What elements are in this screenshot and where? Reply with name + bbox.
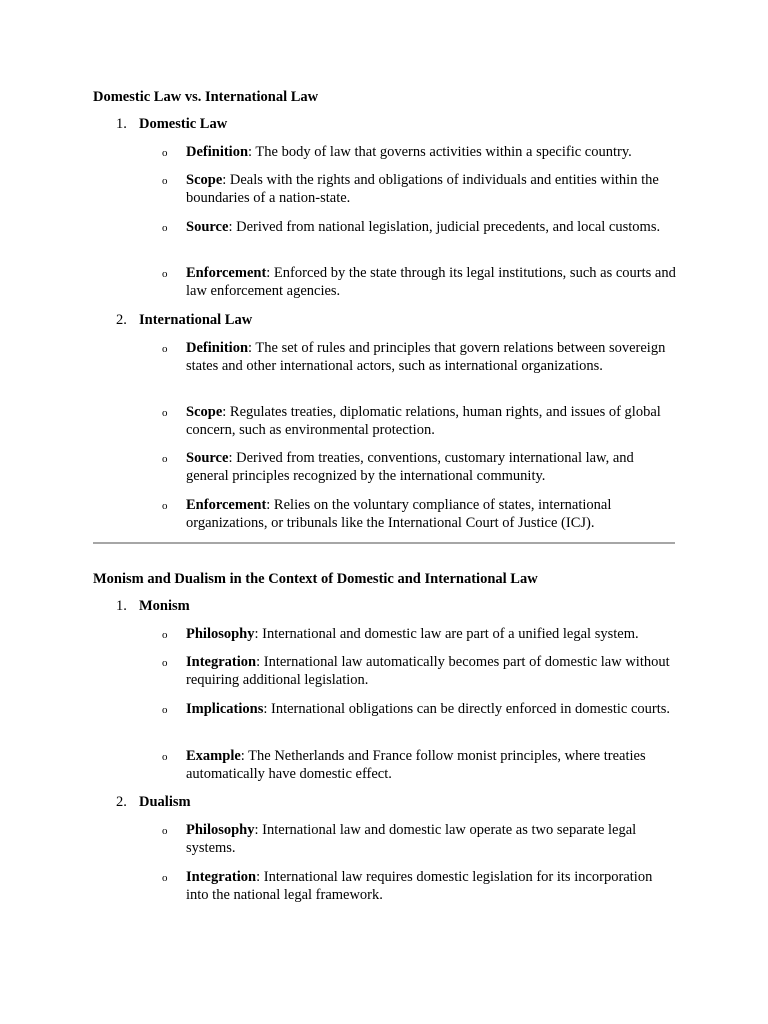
list-item [186, 496, 676, 532]
list-item [186, 218, 676, 236]
list-item [186, 264, 676, 300]
bullet-icon: o [162, 657, 168, 669]
item-term: Example [186, 748, 241, 764]
list-item [186, 171, 676, 207]
item-term: Enforcement [186, 497, 267, 513]
item-text: : Relies on the voluntary compliance of states, international organizations, or tribunals like the International Court of Justice (ICJ). [186, 497, 612, 531]
item-term: Scope [186, 172, 223, 188]
bullet-icon: o [162, 453, 168, 465]
section-heading: Domestic Law vs. International Law [93, 89, 319, 105]
numbered-item [116, 311, 252, 329]
item-text: : International and domestic law are part of a unified legal system. [254, 626, 639, 642]
list-item [186, 403, 676, 439]
item-text: : Regulates treaties, diplomatic relations, human rights, and issues of global concern, such as environmental protection. [186, 404, 661, 438]
item-text: : The body of law that governs activities within a specific country. [248, 144, 632, 160]
bullet-icon: o [162, 704, 168, 716]
item-term: Source [186, 450, 229, 466]
item-text: : The Netherlands and France follow monist principles, where treaties automatically have domestic effect. [186, 748, 646, 782]
list-item [186, 339, 676, 375]
item-label: Dualism [139, 794, 191, 810]
item-label: Monism [139, 598, 190, 614]
bullet-icon: o [162, 500, 168, 512]
numbered-item [116, 793, 191, 811]
item-term: Philosophy [186, 822, 255, 838]
section-heading: Monism and Dualism in the Context of Domestic and International Law [93, 571, 538, 587]
item-term: Implications [186, 701, 264, 717]
item-term: Scope [186, 404, 223, 420]
bullet-icon: o [162, 751, 168, 763]
item-number: 2. [116, 312, 127, 328]
item-number: 2. [116, 794, 127, 810]
item-term: Philosophy [186, 626, 255, 642]
item-text: : Enforced by the state through its legal institutions, such as courts and law enforcement agencies. [186, 265, 676, 299]
item-text: : International law and domestic law operate as two separate legal systems. [186, 822, 637, 856]
item-number: 1. [116, 598, 127, 614]
bullet-icon: o [162, 872, 168, 884]
list-item [186, 868, 676, 904]
list-item [186, 625, 676, 643]
item-text: : International obligations can be directly enforced in domestic courts. [263, 701, 671, 717]
item-term: Enforcement [186, 265, 267, 281]
item-number: 1. [116, 116, 127, 132]
list-item [186, 747, 676, 783]
numbered-item [116, 115, 227, 133]
item-text: : International law requires domestic legislation for its incorporation into the national legal framework. [186, 869, 653, 903]
item-label: International Law [139, 312, 253, 328]
item-term: Integration [186, 654, 257, 670]
list-item [186, 449, 676, 485]
bullet-icon: o [162, 407, 168, 419]
item-term: Definition [186, 340, 249, 356]
bullet-icon: o [162, 268, 168, 280]
item-text: : The set of rules and principles that govern relations between sovereign states and other international actors, such as international organizations. [186, 340, 666, 374]
list-item [186, 700, 676, 718]
item-text: : Deals with the rights and obligations of individuals and entities within the boundaries of a nation-state. [186, 172, 659, 206]
item-term: Definition [186, 144, 249, 160]
bullet-icon: o [162, 825, 168, 837]
item-text: : International law automatically becomes part of domestic law without requiring additional legislation. [186, 654, 670, 688]
bullet-icon: o [162, 222, 168, 234]
bullet-icon: o [162, 629, 168, 641]
item-text: : Derived from treaties, conventions, customary international law, and general principles recognized by the international community. [186, 450, 634, 484]
list-item [186, 821, 676, 857]
item-term: Source [186, 219, 229, 235]
item-label: Domestic Law [139, 116, 228, 132]
bullet-icon: o [162, 175, 168, 187]
bullet-icon: o [162, 343, 168, 355]
item-term: Integration [186, 869, 257, 885]
item-text: : Derived from national legislation, judicial precedents, and local customs. [228, 219, 661, 235]
list-item [186, 653, 676, 689]
numbered-item [116, 597, 190, 615]
horizontal-divider [93, 542, 675, 544]
bullet-icon: o [162, 147, 168, 159]
list-item [186, 143, 676, 161]
